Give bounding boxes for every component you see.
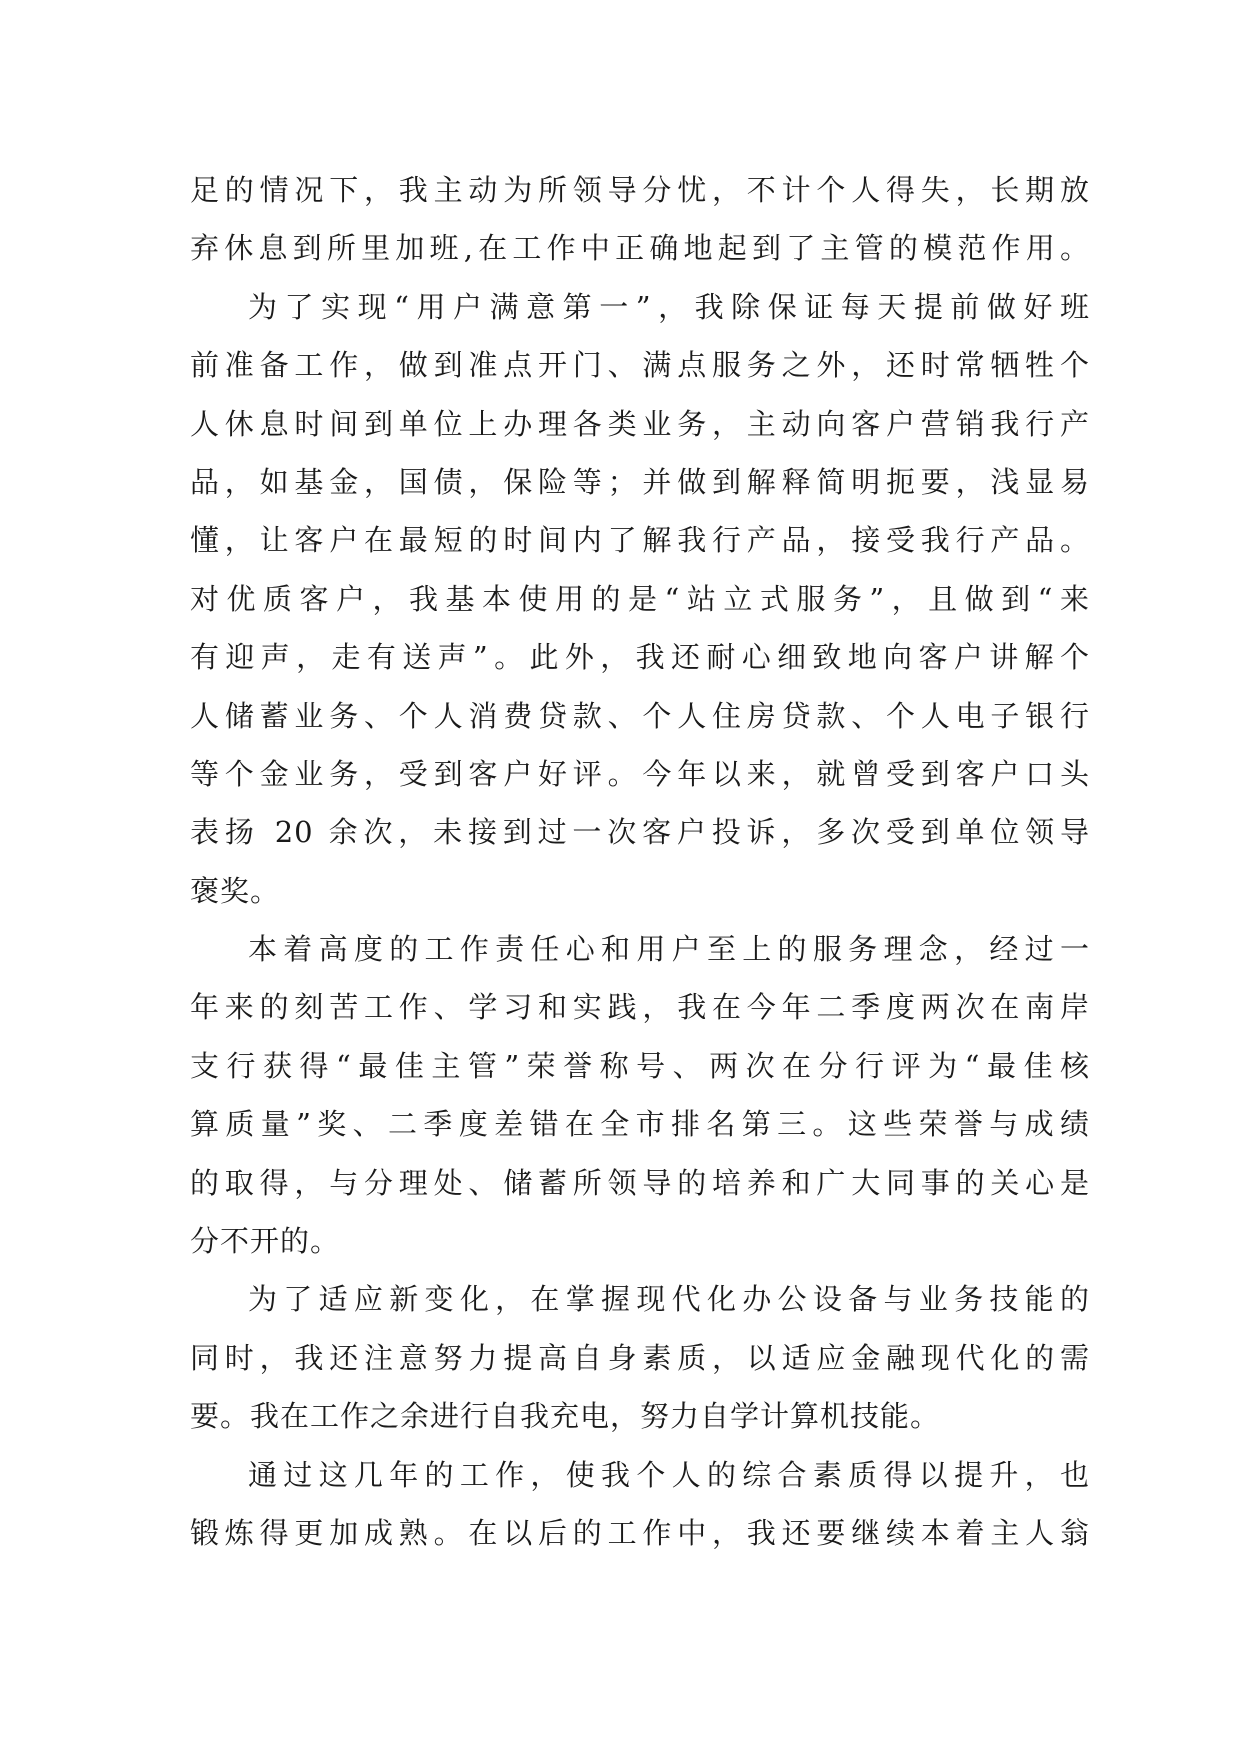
paragraph-last-line: 要。我在工作之余进行自我充电，努力自学计算机技能。 [190, 1399, 941, 1434]
paragraph-first-line: 本着高度的工作责任心和用户至上的服务理念，经过一 [248, 932, 1090, 967]
paragraph-first-line: 通过这几年的工作，使我个人的综合素质得以提升，也 [248, 1457, 1090, 1492]
text-line: 等个金业务，受到客户好评。今年以来，就曾受到客户口头 [190, 756, 1090, 791]
paragraph-last-line: 分不开的。 [190, 1224, 341, 1259]
paragraph-first-line: 为了实现“用户满意第一”，我除保证每天提前做好班 [248, 289, 1090, 324]
text-line: 年来的刻苦工作、学习和实践，我在今年二季度两次在南岸 [190, 990, 1090, 1025]
text-line: 锻炼得更加成熟。在以后的工作中，我还要继续本着主人翁 [190, 1515, 1090, 1550]
text-line: 足的情况下，我主动为所领导分忧，不计个人得失，长期放 [190, 173, 1090, 207]
paragraph-last-line: 褒奖。 [190, 873, 281, 908]
text-line: 支行获得“最佳主管”荣誉称号、两次在分行评为“最佳核 [190, 1048, 1090, 1083]
text-line: 有迎声，走有送声”。此外，我还耐心细致地向客户讲解个 [190, 640, 1090, 675]
text-line: 前准备工作，做到准点开门、满点服务之外，还时常牺牲个 [190, 348, 1090, 383]
body-text [190, 161, 1090, 1562]
text-line: 的取得，与分理处、储蓄所领导的培养和广大同事的关心是 [190, 1165, 1090, 1200]
text-line: 对优质客户，我基本使用的是“站立式服务”，且做到“来 [190, 581, 1090, 616]
paragraph-first-line: 为了适应新变化，在掌握现代化办公设备与业务技能的 [248, 1282, 1090, 1317]
text-line: 人休息时间到单位上办理各类业务，主动向客户营销我行产 [190, 406, 1090, 441]
text-line: 人储蓄业务、个人消费贷款、个人住房贷款、个人电子银行 [190, 698, 1090, 733]
text-line: 表扬 20 余次，未接到过一次客户投诉，多次受到单位领导 [190, 815, 1090, 850]
text-line: 算质量”奖、二季度差错在全市排名第三。这些荣誉与成绩 [190, 1107, 1090, 1142]
text-line: 品，如基金，国债，保险等；并做到解释简明扼要，浅显易 [190, 464, 1090, 499]
text-line: 懂，让客户在最短的时间内了解我行产品，接受我行产品。 [190, 523, 1090, 558]
text-line: 弃休息到所里加班,在工作中正确地起到了主管的模范作用。 [190, 231, 1090, 266]
text-line: 同时，我还注意努力提高自身素质，以适应金融现代化的需 [190, 1340, 1090, 1375]
